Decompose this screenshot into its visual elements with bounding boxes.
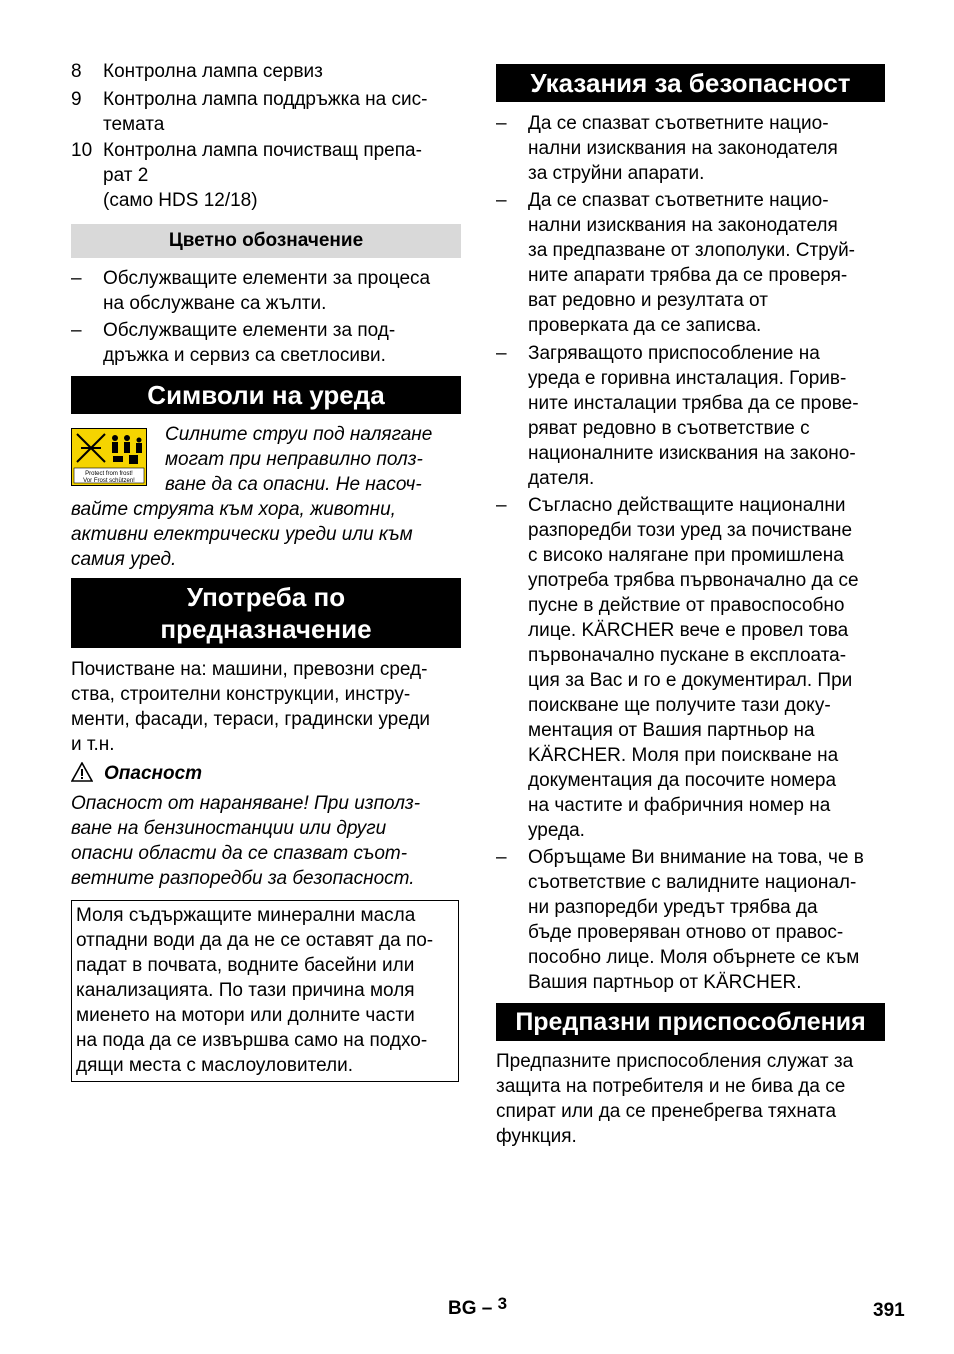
symbols-line: ване да са опасни. Не насоч- [165, 474, 422, 495]
item-line: пособно лице. Моля обърнете се към [528, 947, 860, 968]
protect-text [496, 1049, 885, 1149]
use-line: ства, строителни конструкции, инстру- [71, 684, 411, 705]
danger-label-row [71, 761, 461, 786]
item-line: дръжка и сервиз са светлосиви. [103, 345, 386, 366]
box-line: миенето на мотори или долните части [76, 1005, 415, 1026]
item-line: рат 2 [103, 165, 149, 186]
item-line: Контролна лампа почистващ препа- [103, 140, 422, 161]
item-line: ментация от Вашия партньор на [528, 720, 815, 741]
dash-bullet: – [71, 268, 82, 289]
item-line: Обръщаме Ви внимание на това, че в [528, 847, 864, 868]
item-line: уреда. [528, 820, 585, 841]
item-line: Вашия партньор от KÄRCHER. [528, 972, 802, 993]
item-line: проверката да се записва. [528, 315, 762, 336]
dash-bullet: – [496, 190, 507, 211]
box-line: на пода да се извършва само на подхо- [76, 1030, 428, 1051]
symbols-text-indented [165, 422, 461, 497]
safety-heading: Указания за безопасност [496, 64, 885, 102]
environment-notice-box [71, 900, 459, 1082]
item-line: ция за Вас и го е документирал. При [528, 670, 853, 691]
item-line: ните апарати трябва да се проверя- [528, 265, 848, 286]
item-line: KÄRCHER. Моля при поискване на [528, 745, 839, 766]
item-line: Контролна лампа поддръжка на сис- [103, 89, 428, 110]
item-line: Да се спазват съответните нацио- [528, 113, 829, 134]
footer-section-number: 3 [497, 1294, 508, 1313]
footer-section-marker [448, 1294, 508, 1320]
item-line: нални изисквания на законодателя [528, 215, 838, 236]
item-line: (само HDS 12/18) [103, 190, 258, 211]
danger-label: Опасност [104, 763, 203, 784]
warning-pictogram-icon [71, 428, 147, 486]
symbol-label-2: Vor Frost schützen! [83, 478, 135, 484]
item-line: документация да посочите номера [528, 770, 837, 791]
footer-separator: – [481, 1298, 493, 1319]
item-line: ват редовно и резултата от [528, 290, 768, 311]
item-line: разпоредби този уред за почистване [528, 520, 853, 541]
symbol-label-1: Protect from frost! [85, 471, 133, 477]
use-heading [71, 578, 461, 648]
box-line: отпадни води да да не се оставят да по- [76, 930, 434, 951]
box-line: канализацията. По тази причина моля [76, 980, 415, 1001]
item-line: Съгласно действащите национални [528, 495, 846, 516]
danger-line: Опасност от нараняване! При използ- [71, 793, 421, 814]
dash-bullet: – [496, 847, 507, 868]
danger-text [71, 791, 461, 891]
warning-triangle-icon [71, 762, 93, 782]
dash-bullet: – [496, 113, 507, 134]
dash-bullet: – [496, 495, 507, 516]
page-number: 391 [873, 1300, 905, 1321]
use-line: менти, фасади, тераси, градински уреди [71, 709, 431, 730]
item-line: Контролна лампа сервиз [103, 61, 323, 82]
item-line: нални изисквания на законодателя [528, 138, 838, 159]
item-line: съответствие с валидните национал- [528, 872, 857, 893]
use-line: и т.н. [71, 734, 115, 755]
item-line: бъде проверяван отново от правос- [528, 922, 844, 943]
use-heading-line: предназначение [160, 614, 372, 644]
item-line: поискване ще получите тази доку- [528, 695, 831, 716]
item-line: националните изисквания на законо- [528, 443, 856, 464]
dash-bullet: – [71, 320, 82, 341]
danger-line: ветните разпоредби за безопасност. [71, 868, 415, 889]
item-line: темата [103, 114, 165, 135]
item-number: 9 [71, 89, 82, 110]
item-line: с високо налягане при промишлена [528, 545, 844, 566]
item-line: ни разпоредби уредът трябва да [528, 897, 818, 918]
footer-language: BG [448, 1298, 477, 1319]
item-line: употреба трябва първоначално да се [528, 570, 859, 591]
protect-line: функция. [496, 1126, 577, 1147]
symbols-line: активни електрически уреди или към [71, 524, 413, 545]
danger-line: опасни области да се спазват съот- [71, 843, 408, 864]
symbols-text-full [71, 497, 461, 572]
protect-line: спират или да се пренебрегва тяхната [496, 1101, 837, 1122]
item-line: на обслужване са жълти. [103, 293, 327, 314]
item-line: пусне в действие от правоспособно [528, 595, 845, 616]
item-line: Обслужващите елементи за под- [103, 320, 396, 341]
pressure-warning-symbol [71, 428, 147, 486]
symbols-line: вайте струята към хора, животни, [71, 499, 396, 520]
item-line: лице. KÄRCHER вече е провел това [528, 620, 849, 641]
symbols-line: Силните струи под налягане [165, 424, 433, 445]
protect-line: защита на потребителя и не бива да се [496, 1076, 846, 1097]
use-text [71, 657, 461, 757]
item-line: ните инсталации трябва да се прове- [528, 393, 859, 414]
protect-line: Предпазните приспособления служат за [496, 1051, 854, 1072]
dash-bullet: – [496, 343, 507, 364]
item-line: Загряващото приспособление на [528, 343, 820, 364]
box-line: падат в почвата, водните басейни или [76, 955, 415, 976]
item-line: първоначално пускане в експлоата- [528, 645, 847, 666]
use-line: Почистване на: машини, превозни сред- [71, 659, 428, 680]
item-line: за предпазване от злополуки. Струй- [528, 240, 856, 261]
item-number: 10 [71, 140, 93, 161]
symbols-line: самия уред. [71, 549, 177, 570]
item-line: ряват редовно в съответствие с [528, 418, 810, 439]
item-line: дателя. [528, 468, 595, 489]
danger-line: ване на бензиностанции или други [71, 818, 387, 839]
item-line: за струйни апарати. [528, 163, 705, 184]
box-line: Моля съдържащите минерални масла [76, 905, 416, 926]
item-line: Обслужващите елементи за процеса [103, 268, 431, 289]
symbols-heading: Символи на уреда [71, 376, 461, 414]
item-line: на частите и фабричния номер на [528, 795, 831, 816]
box-line: дящи места с маслоуловители. [76, 1055, 353, 1076]
protect-heading: Предпазни приспособления [496, 1003, 885, 1041]
color-heading: Цветно обозначение [71, 224, 461, 258]
symbols-line: могат при неправилно полз- [165, 449, 423, 470]
item-number: 8 [71, 61, 82, 82]
item-line: Да се спазват съответните нацио- [528, 190, 829, 211]
item-line: уреда е горивна инсталация. Горив- [528, 368, 847, 389]
use-heading-line: Употреба по [186, 582, 346, 612]
